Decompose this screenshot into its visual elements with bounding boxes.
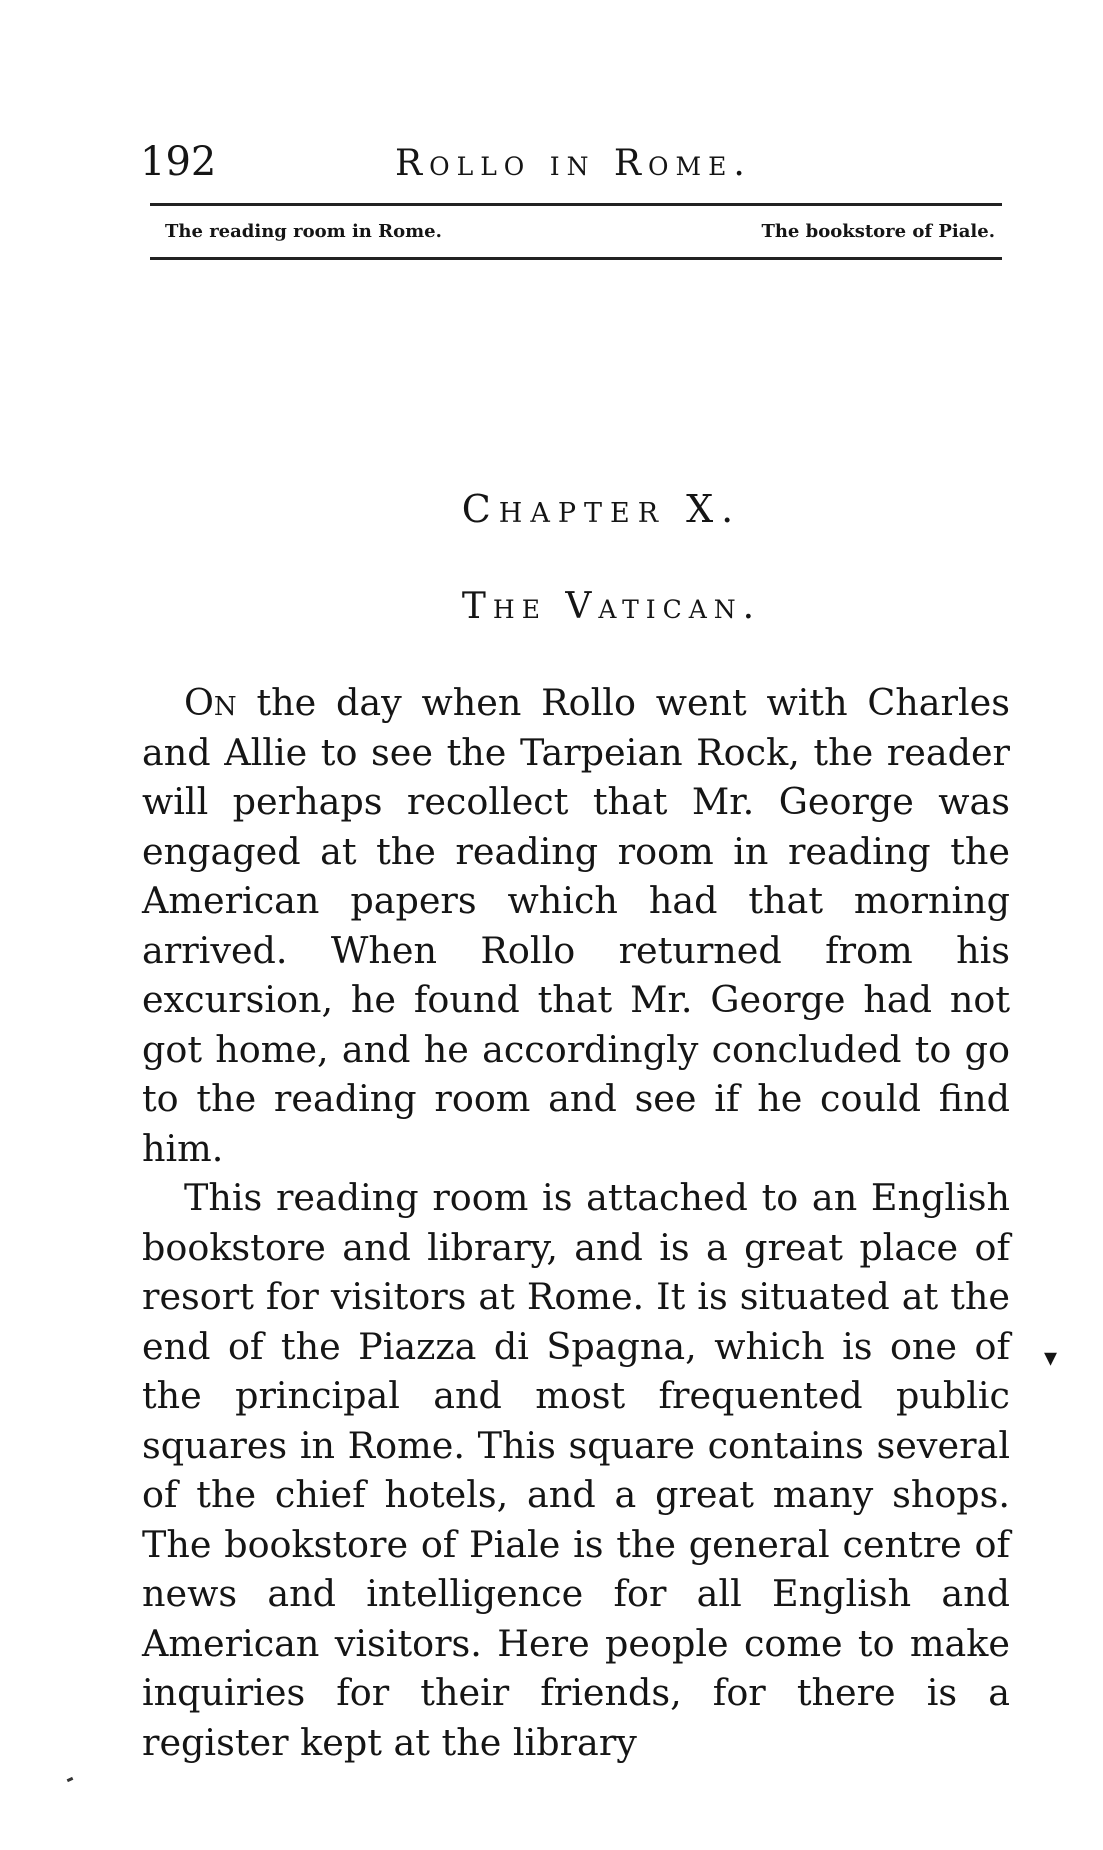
ink-speck [67, 1777, 74, 1782]
topic-right: The bookstore of Piale. [761, 221, 995, 242]
topic-headings [165, 218, 995, 246]
header-rule-bottom [150, 257, 1002, 260]
paragraph-2: This reading room is attached to an English bookstore and library, and is a great place of resort for visitors at Rome. It is situated at the end of the Piazza di Spagna, which is one of the principal and most frequented public squares in Rome. This square contains several of the chief hotels, and a great many shops. The bookstore of Piale is the general centre of news and intelligence for all English and American visitors. Here people come to make inquiries for their friends, for there is a register kept at the library [142, 1176, 1010, 1764]
body-text [142, 678, 1010, 1767]
chapter-title: The Vatican. [461, 586, 762, 627]
page-number: 192 [140, 139, 217, 185]
topic-left: The reading room in Rome. [165, 221, 442, 242]
margin-mark: ▾ [1044, 1343, 1058, 1373]
paragraph-1-first-word: On [184, 681, 237, 724]
running-title: Rollo in Rome. [395, 143, 752, 184]
page-header [140, 139, 1002, 185]
header-rule-top [150, 203, 1002, 206]
paragraph-1-text: the day when Rollo went with Charles and Allie to see the Tarpeian Rock, the reader will perhaps recollect that Mr. George was engaged at the reading room in reading the American papers which had that morning arrived. When Rollo returned from his excursion, he found that Mr. George had not got home, and he accordingly concluded to go to the reading room and see if he could find him. [142, 681, 1010, 1170]
chapter-number: Chapter X. [461, 487, 742, 531]
paragraph-1 [142, 678, 1010, 1173]
